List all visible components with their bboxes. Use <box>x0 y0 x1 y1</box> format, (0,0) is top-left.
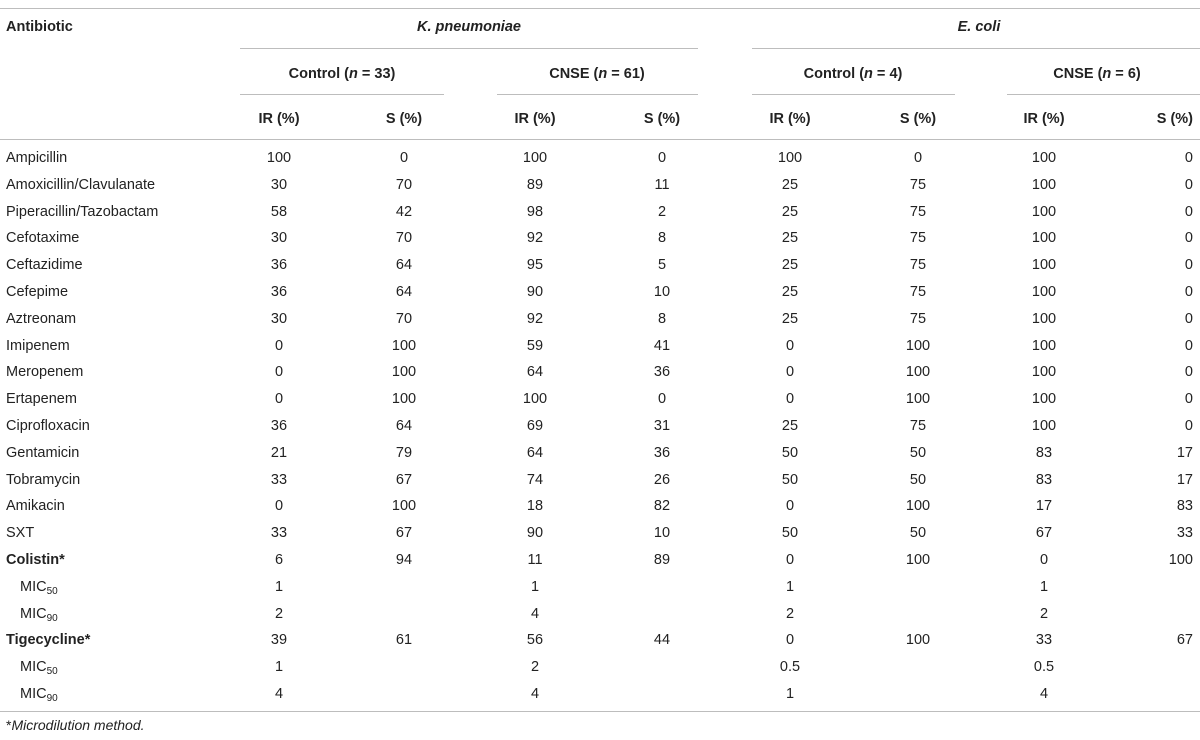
s-value: 100 <box>391 364 417 381</box>
ir-value: 4 <box>274 686 284 702</box>
s-value: 64 <box>395 284 413 300</box>
ir-value: 100 <box>1031 230 1057 247</box>
s-value: 100 <box>905 337 931 354</box>
group-rule-ec-cnse <box>1007 94 1200 95</box>
s-value: 0 <box>1184 364 1193 381</box>
s-value: 0 <box>1184 337 1193 354</box>
ir-value: 2 <box>274 605 284 622</box>
ir-value: 30 <box>270 230 288 247</box>
ir-value: 58 <box>270 203 288 220</box>
ir-value: 83 <box>1035 471 1053 488</box>
ir-value: 90 <box>526 525 544 542</box>
s-value: 8 <box>657 310 667 327</box>
ir-value: 50 <box>781 471 799 488</box>
ir-value: 25 <box>781 418 799 434</box>
antibiotic-name: Ceftazidime <box>6 257 83 274</box>
table-row <box>0 225 1200 251</box>
ir-value: 17 <box>1035 498 1053 515</box>
ir-value: 100 <box>777 150 803 166</box>
table-row <box>0 467 1200 493</box>
table-row <box>0 359 1200 385</box>
antibiotic-name: $MIC_{90}$ <box>20 686 58 704</box>
ir-value: 0 <box>785 632 795 649</box>
antibiotic-name: Ciprofloxacin <box>6 418 90 434</box>
table-row <box>0 493 1200 519</box>
s-value: 89 <box>653 552 671 568</box>
ir-value: 2 <box>530 659 540 676</box>
s-value: 100 <box>905 391 931 408</box>
ir-value: 0 <box>785 364 795 381</box>
s-value: 75 <box>909 203 927 220</box>
s-value: 0 <box>1184 203 1193 220</box>
antibiotic-name: Cefotaxime <box>6 230 80 247</box>
ir-value: 1 <box>785 578 795 595</box>
species-rule-kpneumoniae <box>240 48 698 49</box>
ir-value: 100 <box>1031 310 1057 327</box>
ir-value: 2 <box>1039 605 1049 622</box>
species-rule-ecoli <box>752 48 1200 49</box>
s-value: 100 <box>391 498 417 515</box>
antibiotic-name: Aztreonam <box>6 310 77 327</box>
s-value: 36 <box>653 444 671 461</box>
group-header-ec-cnse: CNSE (n = 6) <box>1053 66 1141 82</box>
col-header-s: S (%) <box>385 111 423 127</box>
ir-value: 98 <box>526 203 544 220</box>
ir-value: 50 <box>781 444 799 461</box>
ir-value: 100 <box>1031 364 1057 381</box>
antibiotic-name: Amoxicillin/Clavulanate <box>6 176 156 193</box>
ir-value: 25 <box>781 284 799 300</box>
s-value: 31 <box>653 418 671 434</box>
s-value: 10 <box>653 525 671 542</box>
s-value: 83 <box>1176 498 1193 515</box>
header-bottom-rule <box>0 139 1200 140</box>
ir-value: 64 <box>526 364 544 381</box>
ir-value: 100 <box>1031 418 1057 434</box>
table-row <box>0 199 1200 225</box>
footnote: *Microdilution method. <box>6 717 145 733</box>
s-value: 5 <box>657 257 667 274</box>
table-row <box>0 627 1200 653</box>
ir-value: 1 <box>274 578 284 595</box>
s-value: 79 <box>395 444 413 461</box>
s-value: 0 <box>1184 230 1193 247</box>
s-value: 0 <box>657 391 667 408</box>
ir-value: 0 <box>274 498 284 515</box>
ir-value: 59 <box>526 337 544 354</box>
ir-value: 100 <box>1031 176 1057 193</box>
s-value: 100 <box>905 364 931 381</box>
s-value: 67 <box>1176 632 1193 649</box>
s-value: 26 <box>653 471 671 488</box>
ir-value: 4 <box>1039 686 1049 702</box>
s-value: 0 <box>657 150 667 166</box>
ir-value: 4 <box>530 686 540 702</box>
antibiotic-name: $MIC_{90}$ <box>20 605 58 624</box>
ir-value: 90 <box>526 284 544 300</box>
ir-value: 36 <box>270 257 288 274</box>
s-value: 0 <box>913 150 923 166</box>
s-value: 67 <box>395 471 413 488</box>
ir-value: 100 <box>1031 203 1057 220</box>
ir-value: 2 <box>785 605 795 622</box>
ir-value: 6 <box>274 552 284 568</box>
s-value: 50 <box>909 471 927 488</box>
group-rule-ec-control <box>752 94 955 95</box>
ir-value: 100 <box>522 150 548 166</box>
s-value: 44 <box>653 632 671 649</box>
col-header-ir: IR (%) <box>514 111 556 127</box>
s-value: 70 <box>395 310 413 327</box>
table-bottom-rule <box>0 711 1200 712</box>
antibiotic-name: SXT <box>6 525 35 542</box>
s-value: 100 <box>1168 552 1193 568</box>
s-value: 0 <box>1184 391 1193 408</box>
group-header-kp-cnse: CNSE (n = 61) <box>549 66 645 82</box>
antibiotic-name: $MIC_{50}$ <box>20 578 58 597</box>
table-row <box>0 333 1200 359</box>
antibiotic-name: $MIC_{50}$ <box>20 659 58 678</box>
s-value: 0 <box>1184 176 1193 193</box>
s-value: 17 <box>1176 471 1193 488</box>
group-rule-kp-control <box>240 94 444 95</box>
antibiotic-name: Cefepime <box>6 284 69 300</box>
ir-value: 100 <box>266 150 292 166</box>
s-value: 33 <box>1176 525 1193 542</box>
s-value: 82 <box>653 498 671 515</box>
s-value: 75 <box>909 418 927 434</box>
antibiotic-name: Gentamicin <box>6 444 80 461</box>
ir-value: 39 <box>270 632 288 649</box>
ir-value: 92 <box>526 310 544 327</box>
s-value: 100 <box>391 337 417 354</box>
table-row <box>0 279 1200 305</box>
ir-value: 36 <box>270 418 288 434</box>
ir-value: 36 <box>270 284 288 300</box>
s-value: 100 <box>905 632 931 649</box>
s-value: 100 <box>905 498 931 515</box>
ir-value: 0 <box>785 391 795 408</box>
s-value: 8 <box>657 230 667 247</box>
s-value: 75 <box>909 257 927 274</box>
antibiotic-name: Ampicillin <box>6 150 68 166</box>
ir-value: 100 <box>1031 391 1057 408</box>
ir-value: 0 <box>274 337 284 354</box>
s-value: 75 <box>909 284 927 300</box>
antibiotic-name: Colistin* <box>6 552 65 568</box>
s-value: 50 <box>909 525 927 542</box>
table-row <box>0 172 1200 198</box>
antibiotic-name: Tigecycline* <box>6 632 91 649</box>
ir-value: 25 <box>781 230 799 247</box>
ir-value: 83 <box>1035 444 1053 461</box>
ir-value: 0 <box>274 391 284 408</box>
ir-value: 1 <box>274 659 284 676</box>
table-row <box>0 440 1200 466</box>
ir-value: 25 <box>781 310 799 327</box>
s-value: 2 <box>657 203 667 220</box>
ir-value: 25 <box>781 176 799 193</box>
ir-value: 0 <box>785 337 795 354</box>
ir-value: 100 <box>1031 150 1057 166</box>
s-value: 75 <box>909 310 927 327</box>
table-row <box>0 413 1200 439</box>
ir-value: 33 <box>1035 632 1053 649</box>
ir-value: 30 <box>270 176 288 193</box>
ir-value: 33 <box>270 471 288 488</box>
ir-value: 25 <box>781 257 799 274</box>
ir-value: 69 <box>526 418 544 434</box>
s-value: 10 <box>653 284 671 300</box>
s-value: 70 <box>395 230 413 247</box>
ir-value: 50 <box>781 525 799 542</box>
ir-value: 30 <box>270 310 288 327</box>
ir-value: 0 <box>785 552 795 568</box>
table-top-rule <box>0 8 1200 9</box>
ir-value: 92 <box>526 230 544 247</box>
antibiotic-name: Ertapenem <box>6 391 77 408</box>
ir-value: 56 <box>526 632 544 649</box>
ir-value: 64 <box>526 444 544 461</box>
col-header-s: S (%) <box>899 111 937 127</box>
ir-value: 25 <box>781 203 799 220</box>
ir-value: 0 <box>785 498 795 515</box>
ir-value: 100 <box>1031 257 1057 274</box>
table-row <box>0 681 1200 707</box>
ir-value: 4 <box>530 605 540 622</box>
ir-value: 100 <box>1031 337 1057 354</box>
ir-value: 89 <box>526 176 544 193</box>
table-row <box>0 520 1200 546</box>
table-row <box>0 547 1200 573</box>
s-value: 100 <box>905 552 931 568</box>
group-header-ec-control: Control (n = 4) <box>803 66 903 82</box>
antibiotic-name: Imipenem <box>6 337 70 354</box>
table-row <box>0 252 1200 278</box>
col-header-s: S (%) <box>1156 111 1193 127</box>
group-rule-kp-cnse <box>497 94 698 95</box>
s-value: 75 <box>909 176 927 193</box>
ir-value: 0.5 <box>1033 659 1055 676</box>
s-value: 42 <box>395 203 413 220</box>
table-row <box>0 145 1200 171</box>
s-value: 36 <box>653 364 671 381</box>
s-value: 70 <box>395 176 413 193</box>
ir-value: 0.5 <box>779 659 801 676</box>
col-header-ir: IR (%) <box>258 111 300 127</box>
group-header-kp-control: Control (n = 33) <box>288 66 396 82</box>
s-value: 75 <box>909 230 927 247</box>
s-value: 94 <box>395 552 413 568</box>
col-header-ir: IR (%) <box>769 111 811 127</box>
ir-value: 11 <box>527 552 543 568</box>
antibiotic-name: Amikacin <box>6 498 65 515</box>
ir-value: 67 <box>1035 525 1053 542</box>
ir-value: 1 <box>530 578 540 595</box>
ir-value: 100 <box>522 391 548 408</box>
table-row <box>0 306 1200 332</box>
species-header-kpneumoniae: K. pneumoniae <box>417 19 521 35</box>
table-row <box>0 654 1200 680</box>
ir-value: 1 <box>1039 578 1049 595</box>
ir-value: 33 <box>270 525 288 542</box>
s-value: 0 <box>399 150 409 166</box>
ir-value: 0 <box>274 364 284 381</box>
s-value: 67 <box>395 525 413 542</box>
s-value: 0 <box>1184 257 1193 274</box>
s-value: 0 <box>1184 418 1193 434</box>
s-value: 100 <box>391 391 417 408</box>
s-value: 64 <box>395 418 413 434</box>
s-value: 0 <box>1184 150 1193 166</box>
antibiotic-name: Tobramycin <box>6 471 81 488</box>
species-header-ecoli: E. coli <box>957 19 1001 35</box>
s-value: 41 <box>653 337 671 354</box>
col-header-ir: IR (%) <box>1023 111 1065 127</box>
ir-value: 0 <box>1039 552 1049 568</box>
ir-value: 100 <box>1031 284 1057 300</box>
s-value: 50 <box>909 444 927 461</box>
s-value: 61 <box>395 632 413 649</box>
s-value: 64 <box>395 257 413 274</box>
ir-value: 18 <box>526 498 544 515</box>
antibiotic-header: Antibiotic <box>6 19 73 35</box>
s-value: 0 <box>1184 284 1193 300</box>
antibiotic-name: Piperacillin/Tazobactam <box>6 203 159 220</box>
s-value: 0 <box>1184 310 1193 327</box>
ir-value: 74 <box>526 471 544 488</box>
ir-value: 95 <box>526 257 544 274</box>
table-row <box>0 386 1200 412</box>
antibiotic-name: Meropenem <box>6 364 84 381</box>
col-header-s: S (%) <box>643 111 681 127</box>
table-row <box>0 601 1200 627</box>
s-value: 11 <box>654 176 670 193</box>
ir-value: 21 <box>270 444 288 461</box>
ir-value: 1 <box>785 686 795 702</box>
table-row <box>0 574 1200 600</box>
s-value: 17 <box>1176 444 1193 461</box>
